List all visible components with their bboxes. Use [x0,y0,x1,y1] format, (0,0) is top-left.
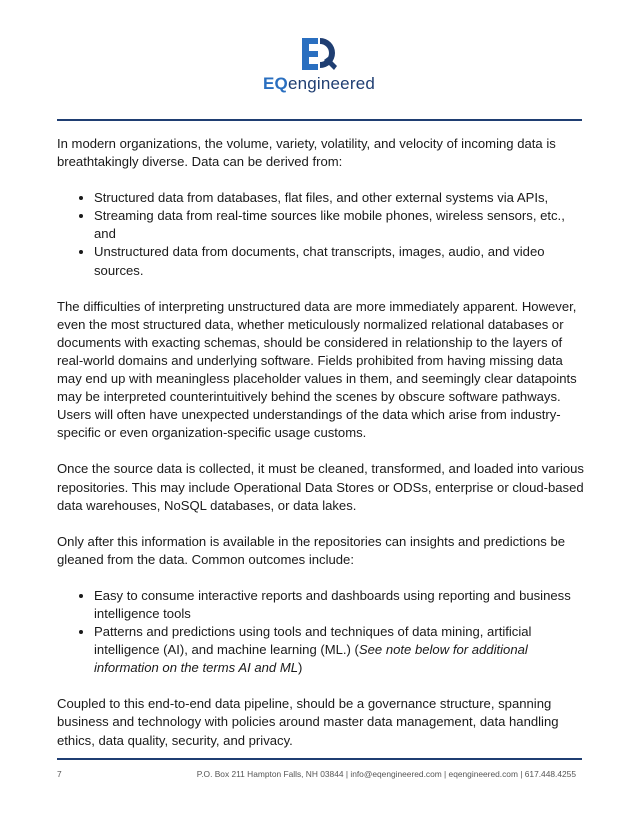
list-item: • Patterns and predictions using tools and techniques of data mining, artificial intelligence (AI), and machine learning (ML.) (See note below for additional information on the terms AI and ML) [94,623,585,677]
outcomes-list [57,587,585,677]
footer-divider [57,758,582,760]
list-item: • Unstructured data from documents, chat transcripts, images, audio, and video sources. [94,243,585,279]
list-item: • Easy to consume interactive reports and dashboards using reporting and business intelligence tools [94,587,585,623]
eq-logo-icon [299,36,339,72]
header-divider [57,119,582,121]
data-sources-list [57,189,585,279]
logo-wordmark: EQengineered [262,74,376,93]
list-item: • Streaming data from real-time sources like mobile phones, wireless sensors, etc., and [94,207,585,243]
intro-paragraph: In modern organizations, the volume, variety, volatility, and velocity of incoming data is breathtakingly diverse. Data can be derived from: [57,136,556,170]
insights-paragraph: Only after this information is available in the repositories can insights and predictions be gleaned from the data. Common outcomes include: [57,533,566,567]
source-data-paragraph: Once the source data is collected, it must be cleaned, transformed, and loaded into various repositories. This may include Operational Data Stores or ODSs, enterprise or cloud-based data warehouses, NoSQL databases, or data lakes. [57,461,584,513]
document-body [57,135,585,768]
page-number: 7 [57,769,62,779]
company-logo [0,36,638,94]
unstructured-data-paragraph: The difficulties of interpreting unstructured data are more immediately apparent. However, even the most structured data, whether meticulously normalized relational databases or documents with exacting schemas, should be considered in relationship to the layers of real-world domains and underlying software. Fields prohibited from having missing data may end up with meaningless placeholder values in them, and seemingly clear datapoints may be interpreted counterintuitively behind the scenes by obscure software pathways. Users will often have unexpected understandings of the data which arise from industry-specific or even organization-specific usage customs. [57,298,577,441]
governance-paragraph: Coupled to this end-to-end data pipeline, should be a governance structure, spanning business and technology with policies around master data management, data handling ethics, data quality, security, and privacy. [57,696,559,748]
list-item: • Structured data from databases, flat files, and other external systems via APIs, [94,189,585,207]
note-reference: See note below for additional information on the terms AI and ML [94,642,528,676]
contact-info: P.O. Box 211 Hampton Falls, NH 03844 | info@eqengineered.com | eqengineered.com | 617.448.4255 [196,769,576,779]
